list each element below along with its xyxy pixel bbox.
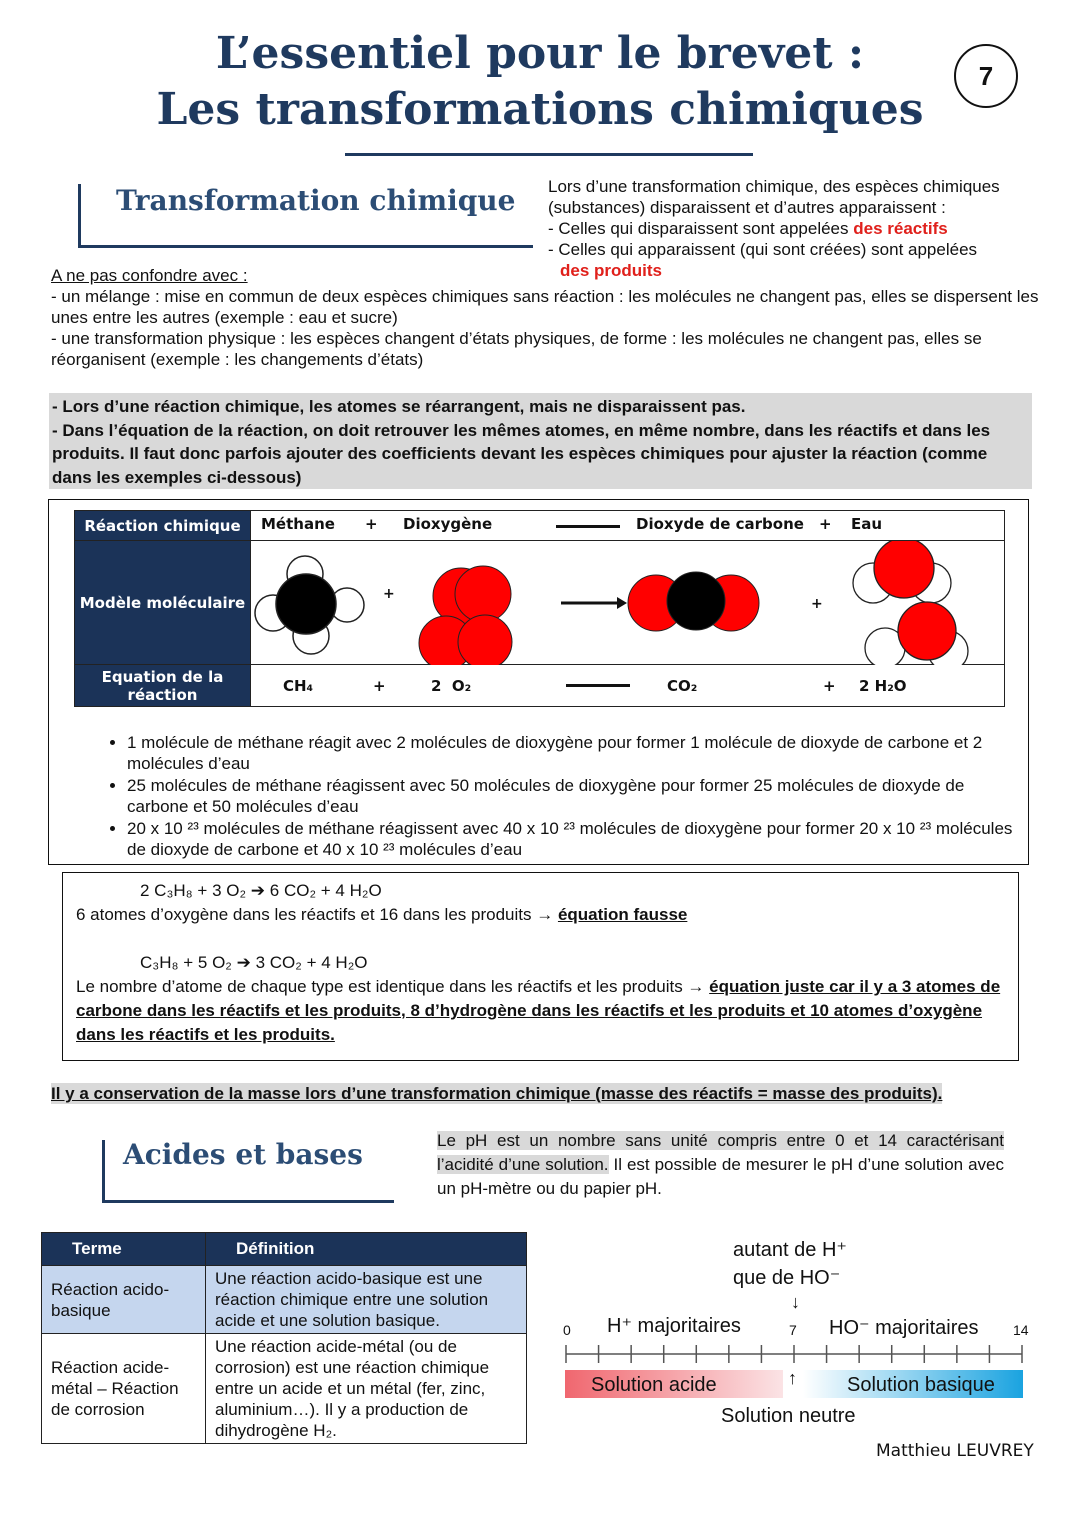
definition-cell: Une réaction acide-métal (ou de corrosion) est une réaction chimique entre un acide et un métal (fer, zinc, aluminium…). Il y a production de dihydrogène H₂.: [206, 1334, 527, 1444]
arrow-up-icon: ↑: [788, 1368, 797, 1388]
mass-conservation: Il y a conservation de la masse lors d’une transformation chimique (masse des réactifs = masse des produits).: [51, 1084, 943, 1103]
title-line-2: Les transformations chimiques: [156, 84, 924, 135]
equation-row: [251, 665, 1005, 707]
row-label-equation: Equation de la réaction: [75, 665, 251, 707]
balancing-box: [62, 872, 1019, 1061]
base-label: Solution basique: [847, 1374, 995, 1396]
table-row: [42, 1334, 527, 1444]
name-dioxygene: Dioxygène: [403, 515, 493, 533]
header-definition: Définition: [206, 1233, 527, 1266]
author: Matthieu LEUVREY: [876, 1441, 1034, 1461]
bullet-item: • 25 molécules de méthane réagissent avec 50 molécules de dioxygène pour former 25 molécules de dioxyde de carbone et 50 molécules d’eau: [127, 775, 1024, 817]
equation-right: C₃H₈ + 5 O₂ ➔ 3 CO₂ + 4 H₂O: [140, 953, 368, 972]
confuse-title: A ne pas confondre avec :: [51, 266, 248, 285]
arrow-icon: [566, 684, 630, 687]
co2-model: [628, 572, 759, 631]
key-rule-2: - Dans l’équation de la réaction, on doit retrouver les mêmes atomes, en même nombre, dans les réactifs et dans les produits. Il faut donc parfois ajouter des coefficients devant les espèces chimiques pour ajuster la réaction (comme dans les exemples ci-dessous): [52, 420, 991, 487]
arrow-icon: [561, 597, 627, 609]
example-box: [48, 499, 1029, 865]
confuse-block: [51, 265, 1041, 370]
example-bullets: [49, 732, 1024, 861]
eq-o2: 2 O₂: [431, 677, 472, 695]
name-methane: Méthane: [261, 515, 335, 533]
section-heading-transformation: Transformation chimique: [116, 184, 516, 217]
ph-min: 0: [563, 1322, 571, 1338]
row-label-model: Modèle moléculaire: [75, 541, 251, 665]
intro-text: Lors d’une transformation chimique, des espèces chimiques (substances) disparaissent et d’autres apparaissent :: [548, 177, 1000, 217]
ph-scale: [550, 1230, 1040, 1430]
note-line: que de HO⁻: [733, 1267, 841, 1289]
name-co2: Dioxyde de carbone: [636, 515, 804, 533]
produits-term: des produits: [560, 261, 663, 280]
ph-highlight: Le pH est un nombre sans unité compris entre 0 et 14 caractérisant l’acidité d’une solution.: [437, 1131, 1004, 1174]
key-rule-1: - Lors d’une réaction chimique, les atomes se réarrangent, mais ne disparaissent pas.: [52, 397, 746, 416]
ph-rest: Il est possible de mesurer le pH d’une solution avec un pH-mètre ou du papier pH.: [437, 1155, 1004, 1198]
bullet-item: • 1 molécule de méthane réagit avec 2 molécules de dioxygène pour former 1 molécule de dioxyde de carbone et 2 molécules d’eau: [127, 732, 1024, 774]
confuse-physique: - une transformation physique : les espèces changent d’états physiques, de forme : les molécules ne changent pas, elles se réorganisent (exemple : les changements d’états): [51, 329, 982, 369]
title-divider: [345, 153, 753, 156]
methane-model: [255, 556, 364, 654]
plus: +: [819, 515, 832, 533]
molecule-models: [251, 541, 1005, 665]
verdict-wrong: équation fausse: [557, 905, 688, 924]
acid-label: Solution acide: [591, 1374, 717, 1396]
ph-ruler: [565, 1341, 1025, 1367]
key-rules: [49, 393, 1032, 489]
ph-mid: 7: [789, 1322, 797, 1338]
term-cell: Réaction acide-métal – Réaction de corrosion: [42, 1334, 206, 1444]
section-heading-acids: Acides et bases: [123, 1138, 363, 1171]
ph-definition: [437, 1129, 1004, 1201]
plus: +: [823, 677, 836, 695]
name-eau: Eau: [851, 515, 883, 533]
acid-majority-label: H⁺ majoritaires: [607, 1315, 741, 1337]
reactifs-line: [548, 218, 1048, 239]
row-label-reaction: Réaction chimique: [75, 511, 251, 541]
bullet-item: • 20 x 10 ²³ molécules de méthane réagissent avec 40 x 10 ²³ molécules de dioxygène pour former 20 x 10 ²³ molécules de dioxyde de carbone et 40 x 10 ²³ molécules d’eau: [127, 818, 1024, 860]
title-line-1: L’essentiel pour le brevet :: [215, 28, 865, 79]
ph-max: 14: [1013, 1322, 1029, 1338]
verdict-right: équation juste car il y a 3 atomes de carbone dans les réactifs et les produits, 8 d’hydrogène dans les réactifs et les produits et 10 atomes d’oxygène dans les réactifs et les produits.: [76, 977, 1001, 1044]
reaction-table: [74, 510, 1005, 707]
term-cell: Réaction acido-basique: [42, 1266, 206, 1334]
reactifs-prefix: - Celles qui disparaissent sont appelées: [548, 219, 854, 238]
explain-text: Le nombre d’atome de chaque type est identique dans les réactifs et les produits →: [76, 977, 710, 996]
header-terme: Terme: [42, 1233, 206, 1266]
equation-wrong: 2 C₃H₈ + 3 O₂ ➔ 6 CO₂ + 4 H₂O: [140, 881, 382, 900]
note-line: autant de H⁺: [733, 1239, 847, 1261]
definitions-table: [41, 1232, 527, 1444]
svg-text:+: +: [383, 586, 395, 602]
base-majority-label: HO⁻ majoritaires: [829, 1317, 979, 1339]
equation-wrong-explain: [76, 903, 1005, 927]
definition-cell: Une réaction acido-basique est une réaction chimique entre une solution acide et une solution basique.: [206, 1266, 527, 1334]
neutral-label: Solution neutre: [721, 1405, 856, 1427]
plus: +: [373, 677, 386, 695]
plus: +: [365, 515, 378, 533]
table-row: [42, 1266, 527, 1334]
water-models: [853, 541, 968, 665]
eq-h2o: 2 H₂O: [859, 677, 907, 695]
arrow-down-icon: ↓: [791, 1292, 800, 1312]
equation-right-explain: [76, 975, 1005, 1047]
confuse-melange: - un mélange : mise en commun de deux espèces chimiques sans réaction : les molécules ne changent pas, elles se dispersent les unes entre les autres (exemple : eau et sucre): [51, 287, 1039, 327]
reactifs-term: des réactifs: [853, 219, 948, 238]
svg-text:+: +: [811, 596, 823, 612]
names-row: [251, 511, 1005, 541]
arrow-icon: [556, 525, 620, 528]
eq-co2: CO₂: [667, 677, 698, 695]
page-number: 7: [954, 44, 1018, 108]
explain-text: 6 atomes d’oxygène dans les réactifs et 16 dans les produits →: [76, 905, 558, 924]
ph-neutral-note: [733, 1236, 847, 1292]
dioxygen-model: [419, 566, 512, 665]
molecule-diagram: [251, 541, 1003, 665]
eq-ch4: CH₄: [283, 677, 314, 695]
produits-prefix: - Celles qui apparaissent (qui sont créées) sont appelées: [548, 240, 978, 259]
